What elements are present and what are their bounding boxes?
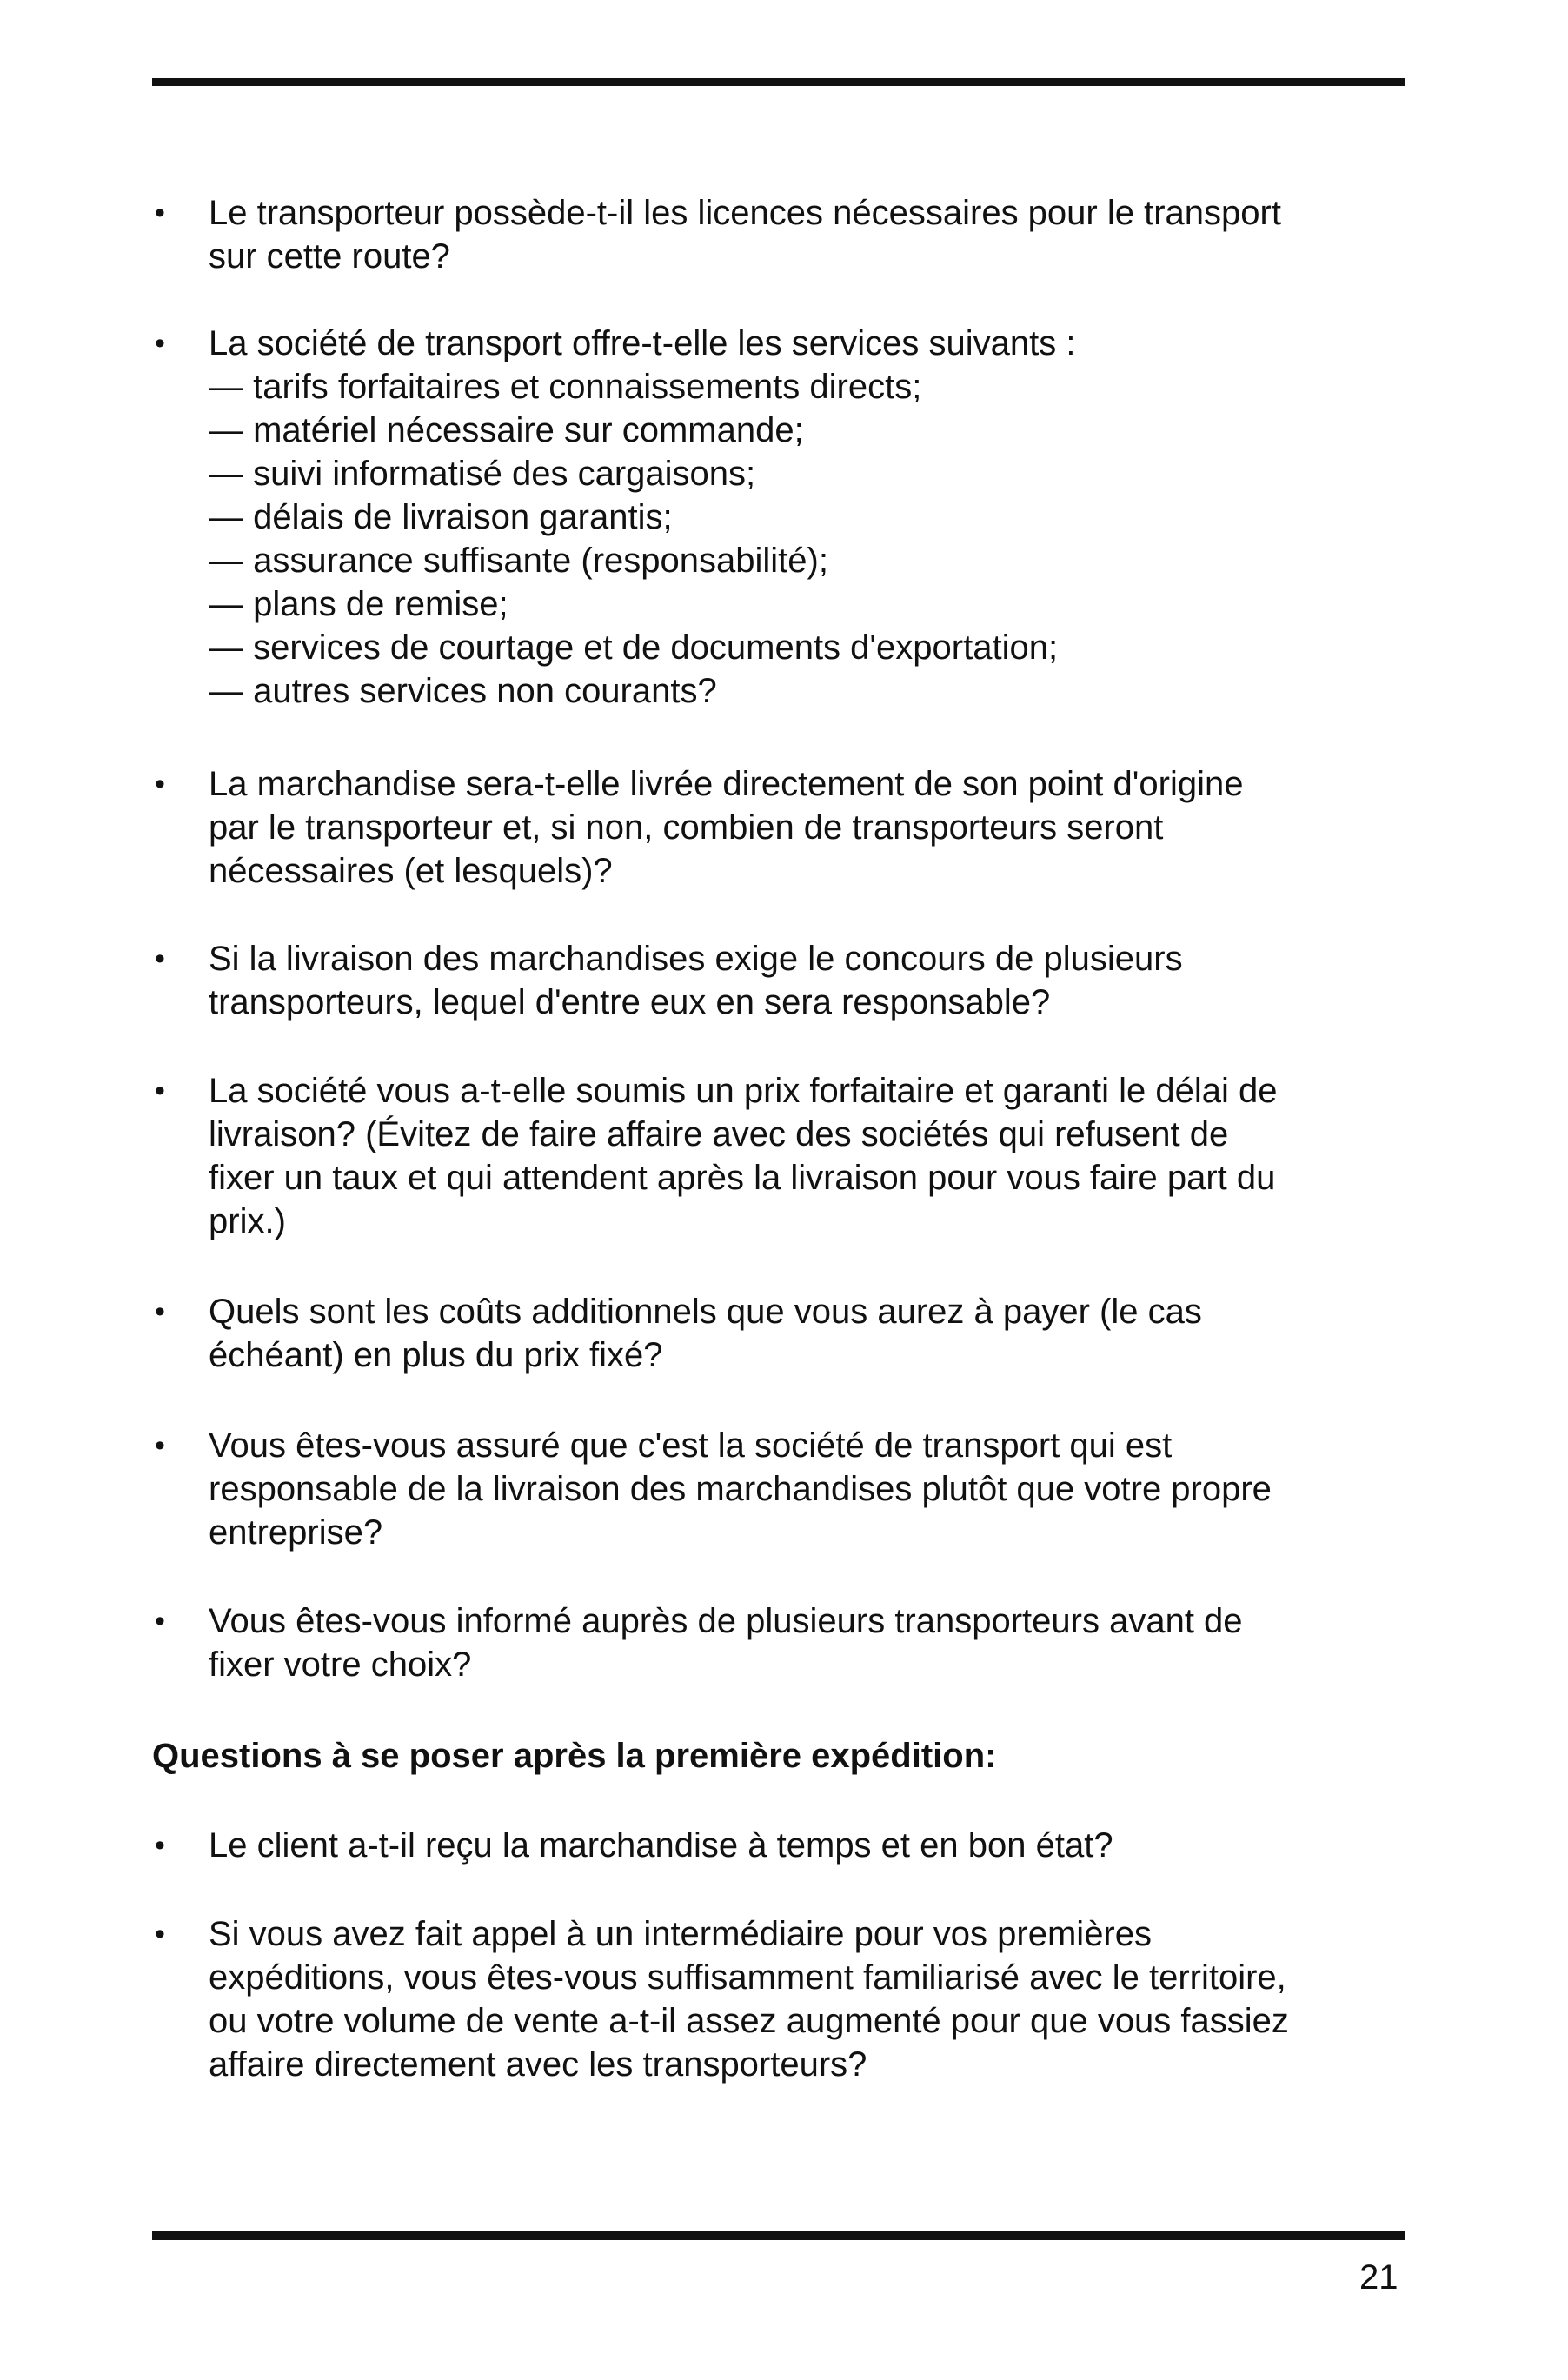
- list-item: [155, 1912, 1408, 2086]
- list-item-text: transporteurs, lequel d'entre eux en sera responsable?: [209, 983, 1051, 1021]
- list-item-text: responsable de la livraison des marchandises plutôt que votre propre: [209, 1470, 1272, 1508]
- bullet-marker: •: [155, 1605, 165, 1638]
- list-item: [155, 191, 1408, 278]
- bullet-marker: •: [155, 942, 165, 975]
- list-item: [155, 1290, 1408, 1377]
- sub-item-text: — délais de livraison garantis;: [209, 498, 673, 536]
- list-item-text: ou votre volume de vente a-t-il assez augmenté pour que vous fassiez: [209, 2002, 1289, 2040]
- list-item-text: La société de transport offre-t-elle les services suivants :: [209, 324, 1076, 362]
- sub-item-text: — assurance suffisante (responsabilité);: [209, 542, 828, 580]
- bullet-marker: •: [155, 196, 165, 229]
- list-item-text: Le client a-t-il reçu la marchandise à temps et en bon état?: [209, 1826, 1113, 1865]
- list-item-text: échéant) en plus du prix fixé?: [209, 1336, 663, 1374]
- list-item-text: La société vous a-t-elle soumis un prix forfaitaire et garanti le délai de: [209, 1072, 1278, 1110]
- list-item-text: livraison? (Évitez de faire affaire avec des sociétés qui refusent de: [209, 1115, 1229, 1153]
- bullet-marker: •: [155, 327, 165, 360]
- bullet-marker: •: [155, 768, 165, 801]
- list-item-text: affaire directement avec les transporteurs?: [209, 2045, 867, 2084]
- section-heading: Questions à se poser après la première expédition:: [152, 1737, 997, 1775]
- sub-item-text: — plans de remise;: [209, 585, 508, 623]
- list-item-text: Vous êtes-vous informé auprès de plusieurs transporteurs avant de: [209, 1602, 1243, 1640]
- list-item-text: Quels sont les coûts additionnels que vous aurez à payer (le cas: [209, 1293, 1202, 1331]
- list-item-text: La marchandise sera-t-elle livrée directement de son point d'origine: [209, 765, 1244, 803]
- list-item-text: expéditions, vous êtes-vous suffisamment familiarisé avec le territoire,: [209, 1958, 1286, 1997]
- list-item-text: Vous êtes-vous assuré que c'est la société de transport qui est: [209, 1426, 1173, 1465]
- list-item: [155, 762, 1408, 893]
- list-item-text: nécessaires (et lesquels)?: [209, 852, 613, 890]
- bullet-marker: •: [155, 1074, 165, 1107]
- list-item-text: sur cette route?: [209, 237, 450, 276]
- list-item: [155, 1824, 1408, 1867]
- sub-item-text: — services de courtage et de documents d'exportation;: [209, 628, 1059, 667]
- bullet-marker: •: [155, 1829, 165, 1862]
- bullet-marker: •: [155, 1429, 165, 1462]
- list-item: [155, 1069, 1408, 1243]
- list-item-text: fixer un taux et qui attendent après la livraison pour vous faire part du: [209, 1159, 1276, 1197]
- list-item-text: Si la livraison des marchandises exige le concours de plusieurs: [209, 940, 1183, 978]
- list-item-text: prix.): [209, 1202, 286, 1240]
- sub-item-text: — matériel nécessaire sur commande;: [209, 411, 804, 449]
- sub-item-text: — suivi informatisé des cargaisons;: [209, 455, 756, 493]
- list-item: [155, 937, 1408, 1024]
- bullet-marker: •: [155, 1918, 165, 1951]
- list-item-text: par le transporteur et, si non, combien de transporteurs seront: [209, 808, 1164, 847]
- bullet-marker: •: [155, 1295, 165, 1328]
- sub-item-text: — tarifs forfaitaires et connaissements directs;: [209, 368, 922, 406]
- list-item-text: fixer votre choix?: [209, 1645, 472, 1684]
- list-item: [155, 1424, 1408, 1554]
- list-item: [155, 322, 1408, 713]
- bottom-rule: [152, 2231, 1405, 2240]
- page-number: 21: [1359, 2258, 1399, 2297]
- list-item-text: Si vous avez fait appel à un intermédiaire pour vos premières: [209, 1915, 1152, 1953]
- top-rule: [152, 78, 1405, 86]
- list-item-text: Le transporteur possède-t-il les licences nécessaires pour le transport: [209, 194, 1281, 232]
- sub-item-text: — autres services non courants?: [209, 672, 717, 710]
- list-item-text: entreprise?: [209, 1513, 383, 1552]
- list-item: [155, 1599, 1408, 1686]
